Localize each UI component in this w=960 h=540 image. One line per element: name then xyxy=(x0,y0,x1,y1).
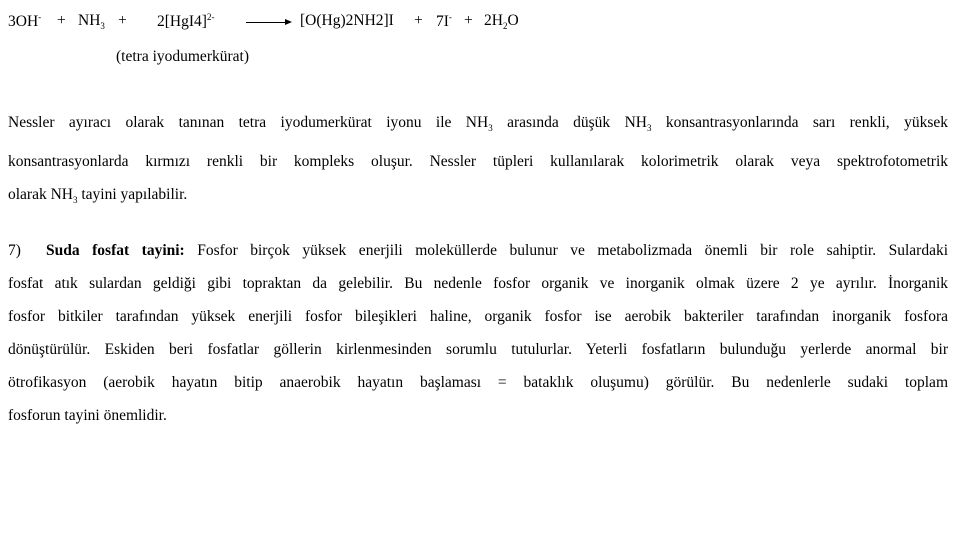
equation-caption: (tetra iyodumerkürat) xyxy=(116,48,249,65)
reaction-arrow-head xyxy=(285,19,292,25)
paragraph-line: ötrofikasyon (aerobik hayatın bitip anaerobik hayatın başlaması = bataklık oluşumu) görülür. Bu nedenlerle sudaki toplam xyxy=(8,374,948,391)
plus-sign: + xyxy=(57,12,66,29)
paragraph-line: olarak $NH_3$ tayini yapılabilir. xyxy=(8,186,188,205)
reactant-hydroxide: 3OH- xyxy=(8,12,42,30)
plus-sign: + xyxy=(414,12,423,29)
section-number: 7) xyxy=(8,242,21,259)
product-complex: [O(Hg)2NH2]I xyxy=(300,12,394,29)
reactant-ammonia: $NH_3$ xyxy=(78,12,105,31)
reactant-nessler: $2[HgI4]^{2-}$ xyxy=(157,12,215,30)
paragraph-line: fosforun tayini önemlidir. xyxy=(8,407,167,424)
paragraph-line: fosfor bitkiler tarafından yüksek enerjili fosfor bileşikleri haline, organik fosfor ise aerobik bakteriler tarafından inorganik fosfora xyxy=(8,308,948,325)
plus-sign: + xyxy=(118,12,127,29)
paragraph-line: fosfat atık sulardan geldiği gibi topraktan da gelebilir. Bu nedenle fosfor organik ve inorganik olmak üzere 2 ye ayrılır. İnorganik xyxy=(8,275,948,292)
product-iodide: 7I- xyxy=(436,12,452,30)
reaction-arrow xyxy=(246,22,288,23)
plus-sign: + xyxy=(464,12,473,29)
paragraph-line: 7) Suda fosfat tayini: Fosfor birçok yüksek enerjili moleküllerde bulunur ve metabolizmada önemli bir role sahiptir. Sulardaki xyxy=(8,242,949,259)
product-water: $2H_2O$ xyxy=(484,12,519,31)
phosphate-paragraph xyxy=(8,234,948,432)
paragraph-line: dönüştürülür. Eskiden beri fosfatlar göllerin kirlenmesinden sorumlu tutulurlar. Yeterli fosfatların bulunduğu yerlerde anormal bir xyxy=(8,341,948,358)
paragraph-line: Nessler ayıracı olarak tanınan tetra iyodumerkürat iyonu ile $NH_3$ arasında düşük $NH_3$ konsantrasyonlarında sarı renkli, yüksek xyxy=(8,114,948,133)
paragraph-line: konsantrasyonlarda kırmızı renkli bir kompleks oluşur. Nessler tüpleri kullanılarak kolorimetrik olarak veya spektrofotometrik xyxy=(8,153,948,170)
nessler-paragraph xyxy=(8,106,948,217)
section-heading: Suda fosfat tayini: xyxy=(45,242,185,259)
